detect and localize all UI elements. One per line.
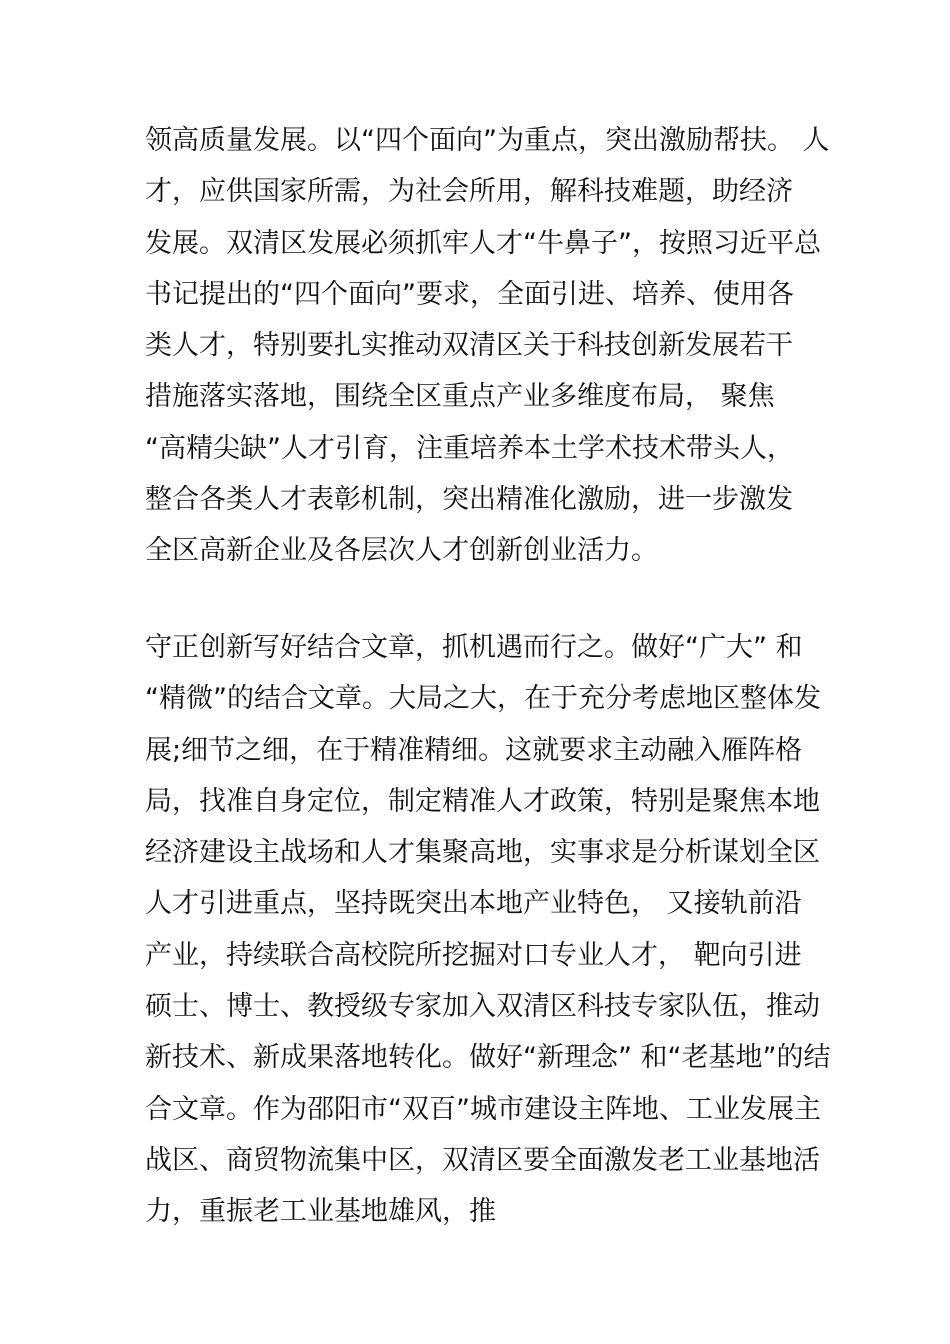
text-line: 力，重振老工业基地雄风，推 [145,1196,496,1228]
text-line: 战区、商贸物流集中区，双清区要全面激发老工业基地活 [145,1144,820,1176]
text-line: 合文章。作为邵阳市“双百”城市建设主阵地、工业发展主 [145,1093,821,1125]
paragraph-1 [145,115,845,577]
text-line: 人才引进重点，坚持既突出本地产业特色， 又接轨前沿 [145,888,802,920]
paragraph-2 [145,622,845,1238]
text-line: 才，应供国家所需，为社会所用，解科技难题，助经济 [145,176,793,208]
text-line: 领高质量发展。以“四个面向”为重点，突出激励帮扶。 人 [145,125,830,156]
text-line: 类人才，特别要扎实推动双清区关于科技创新发展若干 [145,330,793,362]
text-line: 措施落实落地，围绕全区重点产业多维度布局， 聚焦 [145,381,775,413]
text-line: 整合各类人才表彰机制，突出精准化激励，进一步激发 [145,484,793,516]
text-line: 发展。双清区发展必须抓牢人才“牛鼻子”，按照习近平总 [145,227,821,259]
text-line: “精微”的结合文章。大局之大，在于充分考虑地区整体发 [145,683,821,715]
text-line: 书记提出的“四个面向”要求，全面引进、培养、使用各 [145,278,794,310]
text-line: 展;细节之细，在于精准精细。这就要求主动融入雁阵格 [145,734,803,766]
text-line: “高精尖缺”人才引育，注重培养本土学术技术带头人， [145,432,794,464]
text-line: 新技术、新成果落地转化。做好“新理念” 和“老基地”的结 [145,1042,831,1074]
text-line: 守正创新写好结合文章，抓机遇而行之。做好“广大” 和 [145,632,803,663]
text-line: 硕士、博士、教授级专家加入双清区科技专家队伍，推动 [145,991,820,1023]
text-line: 产业，持续联合高校院所挖掘对口专业人才， 靶向引进 [145,939,802,971]
text-line: 局，找准自身定位，制定精准人才政策，特别是聚焦本地 [145,785,820,817]
text-line: 全区高新企业及各层次人才创新创业活力。 [145,535,658,567]
text-line: 经济建设主战场和人才集聚高地，实事求是分析谋划全区 [145,837,820,869]
